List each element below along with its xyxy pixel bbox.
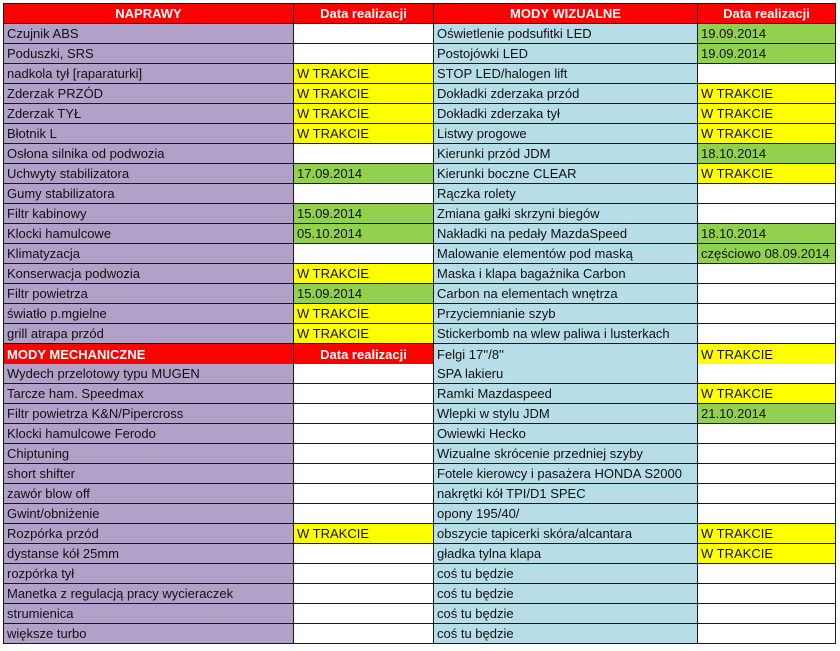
mody-wizualne-date-cell[interactable]: W TRAKCIE bbox=[698, 384, 836, 404]
mody-wizualne-date-cell[interactable]: W TRAKCIE bbox=[698, 164, 836, 184]
mody-wizualne-date-cell[interactable] bbox=[698, 564, 836, 584]
naprawy-item-cell[interactable]: Gumy stabilizatora bbox=[4, 184, 294, 204]
naprawy-date-cell[interactable] bbox=[294, 244, 434, 264]
header-naprawy[interactable]: NAPRAWY bbox=[4, 4, 294, 24]
mody-wizualne-item-cell[interactable]: Listwy progowe bbox=[434, 124, 698, 144]
mody-wizualne-item-cell[interactable]: gładka tylna klapa bbox=[434, 544, 698, 564]
mody-wizualne-item-cell[interactable]: nakrętki kół TPI/D1 SPEC bbox=[434, 484, 698, 504]
mody-wizualne-date-cell[interactable]: częściowo 08.09.2014 bbox=[698, 244, 836, 264]
mody-wizualne-item-cell[interactable]: STOP LED/halogen lift bbox=[434, 64, 698, 84]
mody-wizualne-date-cell[interactable]: W TRAKCIE bbox=[698, 524, 836, 544]
naprawy-item-cell[interactable]: rozpórka tył bbox=[4, 564, 294, 584]
mody-wizualne-item-cell[interactable]: Wizualne skrócenie przedniej szyby bbox=[434, 444, 698, 464]
naprawy-date-cell[interactable] bbox=[294, 384, 434, 404]
naprawy-item-cell[interactable]: Czujnik ABS bbox=[4, 24, 294, 44]
mody-wizualne-item-cell[interactable]: obszycie tapicerki skóra/alcantara bbox=[434, 524, 698, 544]
mody-wizualne-date-cell[interactable]: 19.09.2014 bbox=[698, 44, 836, 64]
naprawy-item-cell[interactable]: short shifter bbox=[4, 464, 294, 484]
naprawy-date-cell[interactable]: W TRAKCIE bbox=[294, 324, 434, 344]
mody-wizualne-date-cell[interactable] bbox=[698, 604, 836, 624]
mody-wizualne-date-cell[interactable] bbox=[698, 424, 836, 444]
naprawy-item-cell[interactable]: Błotnik L bbox=[4, 124, 294, 144]
naprawy-item-cell[interactable]: Poduszki, SRS bbox=[4, 44, 294, 64]
mody-wizualne-item-cell[interactable]: Dokładki zderzaka przód bbox=[434, 84, 698, 104]
mody-wizualne-item-cell[interactable]: Carbon na elementach wnętrza bbox=[434, 284, 698, 304]
header-data-realizacji-2[interactable]: Data realizacji bbox=[698, 4, 836, 24]
mody-wizualne-date-cell[interactable] bbox=[698, 184, 836, 204]
header-mody-mechaniczne[interactable]: MODY MECHANICZNE bbox=[4, 344, 294, 366]
mody-wizualne-date-cell[interactable] bbox=[698, 444, 836, 464]
mody-wizualne-date-cell[interactable] bbox=[698, 584, 836, 604]
naprawy-item-cell[interactable]: Filtr kabinowy bbox=[4, 204, 294, 224]
naprawy-date-cell[interactable] bbox=[294, 404, 434, 424]
naprawy-item-cell[interactable]: Wydech przelotowy typu MUGEN bbox=[4, 364, 294, 384]
mody-wizualne-item-cell[interactable]: Oświetlenie podsufitki LED bbox=[434, 24, 698, 44]
mody-wizualne-date-cell[interactable]: W TRAKCIE bbox=[698, 104, 836, 124]
naprawy-date-cell[interactable]: 05.10.2014 bbox=[294, 224, 434, 244]
naprawy-item-cell[interactable]: Gwint/obniżenie bbox=[4, 504, 294, 524]
mody-wizualne-item-cell[interactable]: Owiewki Hecko bbox=[434, 424, 698, 444]
naprawy-date-cell[interactable]: W TRAKCIE bbox=[294, 264, 434, 284]
mody-wizualne-item-cell[interactable]: Felgi 17''/8'' bbox=[434, 344, 698, 366]
mody-wizualne-item-cell[interactable]: Kierunki przód JDM bbox=[434, 144, 698, 164]
naprawy-date-cell[interactable] bbox=[294, 144, 434, 164]
naprawy-date-cell[interactable] bbox=[294, 184, 434, 204]
mody-wizualne-date-cell[interactable] bbox=[698, 624, 836, 644]
naprawy-date-cell[interactable]: W TRAKCIE bbox=[294, 64, 434, 84]
naprawy-date-cell[interactable]: 15.09.2014 bbox=[294, 284, 434, 304]
mody-wizualne-item-cell[interactable]: Nakładki na pedały MazdaSpeed bbox=[434, 224, 698, 244]
naprawy-date-cell[interactable] bbox=[294, 444, 434, 464]
mody-wizualne-item-cell[interactable]: coś tu będzie bbox=[434, 584, 698, 604]
naprawy-item-cell[interactable]: Klocki hamulcowe Ferodo bbox=[4, 424, 294, 444]
mody-wizualne-item-cell[interactable]: Rączka rolety bbox=[434, 184, 698, 204]
mody-wizualne-date-cell[interactable]: W TRAKCIE bbox=[698, 124, 836, 144]
naprawy-item-cell[interactable]: światło p.mgielne bbox=[4, 304, 294, 324]
naprawy-item-cell[interactable]: Filtr powietrza bbox=[4, 284, 294, 304]
mody-wizualne-date-cell[interactable]: W TRAKCIE bbox=[698, 544, 836, 564]
mody-wizualne-date-cell[interactable]: 19.09.2014 bbox=[698, 24, 836, 44]
mody-wizualne-item-cell[interactable]: Maska i klapa bagażnika Carbon bbox=[434, 264, 698, 284]
naprawy-date-cell[interactable]: W TRAKCIE bbox=[294, 84, 434, 104]
mody-wizualne-item-cell[interactable]: Zmiana gałki skrzyni biegów bbox=[434, 204, 698, 224]
header-mody-wizualne[interactable]: MODY WIZUALNE bbox=[434, 4, 698, 24]
naprawy-item-cell[interactable]: nadkola tył [raparaturki] bbox=[4, 64, 294, 84]
mody-wizualne-item-cell[interactable]: Fotele kierowcy i pasażera HONDA S2000 bbox=[434, 464, 698, 484]
mody-wizualne-item-cell[interactable]: Wlepki w stylu JDM bbox=[434, 404, 698, 424]
mody-wizualne-date-cell[interactable] bbox=[698, 204, 836, 224]
naprawy-date-cell[interactable]: 15.09.2014 bbox=[294, 204, 434, 224]
naprawy-item-cell[interactable]: Tarcze ham. Speedmax bbox=[4, 384, 294, 404]
naprawy-item-cell[interactable]: dystanse kół 25mm bbox=[4, 544, 294, 564]
naprawy-item-cell[interactable]: Filtr powietrza K&N/Pipercross bbox=[4, 404, 294, 424]
mody-wizualne-date-cell[interactable] bbox=[698, 484, 836, 504]
mody-wizualne-date-cell[interactable] bbox=[698, 64, 836, 84]
naprawy-item-cell[interactable]: Konserwacja podwozia bbox=[4, 264, 294, 284]
naprawy-item-cell[interactable]: Chiptuning bbox=[4, 444, 294, 464]
naprawy-date-cell[interactable] bbox=[294, 24, 434, 44]
mody-wizualne-item-cell[interactable]: Postojówki LED bbox=[434, 44, 698, 64]
naprawy-date-cell[interactable] bbox=[294, 584, 434, 604]
naprawy-date-cell[interactable] bbox=[294, 624, 434, 644]
mody-wizualne-item-cell[interactable]: opony 195/40/ bbox=[434, 504, 698, 524]
mody-wizualne-date-cell[interactable] bbox=[698, 284, 836, 304]
header-data-realizacji-1[interactable]: Data realizacji bbox=[294, 4, 434, 24]
mody-wizualne-item-cell[interactable]: coś tu będzie bbox=[434, 624, 698, 644]
spreadsheet-table bbox=[3, 3, 836, 644]
mody-wizualne-item-cell[interactable]: Stickerbomb na wlew paliwa i lusterkach bbox=[434, 324, 698, 344]
mody-wizualne-item-cell[interactable]: Dokładki zderzaka tył bbox=[434, 104, 698, 124]
naprawy-item-cell[interactable]: większe turbo bbox=[4, 624, 294, 644]
naprawy-date-cell[interactable] bbox=[294, 564, 434, 584]
mody-wizualne-item-cell[interactable]: coś tu będzie bbox=[434, 604, 698, 624]
naprawy-item-cell[interactable]: Klocki hamulcowe bbox=[4, 224, 294, 244]
naprawy-date-cell[interactable]: W TRAKCIE bbox=[294, 524, 434, 544]
header-data-realizacji-3[interactable]: Data realizacji bbox=[294, 344, 434, 366]
naprawy-item-cell[interactable]: Manetka z regulacją pracy wycieraczek bbox=[4, 584, 294, 604]
naprawy-item-cell[interactable]: Zderzak PRZÓD bbox=[4, 84, 294, 104]
naprawy-item-cell[interactable]: Osłona silnika od podwozia bbox=[4, 144, 294, 164]
naprawy-date-cell[interactable] bbox=[294, 424, 434, 444]
mody-wizualne-date-cell[interactable] bbox=[698, 364, 836, 384]
naprawy-date-cell[interactable] bbox=[294, 604, 434, 624]
mody-wizualne-date-cell[interactable] bbox=[698, 504, 836, 524]
mody-wizualne-item-cell[interactable]: Przyciemnianie szyb bbox=[434, 304, 698, 324]
naprawy-item-cell[interactable]: grill atrapa przód bbox=[4, 324, 294, 344]
mody-wizualne-date-cell[interactable] bbox=[698, 324, 836, 344]
mody-wizualne-date-cell[interactable]: 18.10.2014 bbox=[698, 224, 836, 244]
naprawy-date-cell[interactable] bbox=[294, 484, 434, 504]
mody-wizualne-date-cell[interactable] bbox=[698, 464, 836, 484]
mody-wizualne-item-cell[interactable]: Malowanie elementów pod maską bbox=[434, 244, 698, 264]
mody-wizualne-item-cell[interactable]: Kierunki boczne CLEAR bbox=[434, 164, 698, 184]
mody-wizualne-date-cell[interactable]: 21.10.2014 bbox=[698, 404, 836, 424]
mody-wizualne-date-cell[interactable] bbox=[698, 264, 836, 284]
naprawy-date-cell[interactable]: 17.09.2014 bbox=[294, 164, 434, 184]
naprawy-item-cell[interactable]: zawór blow off bbox=[4, 484, 294, 504]
naprawy-date-cell[interactable] bbox=[294, 464, 434, 484]
mody-wizualne-date-cell[interactable]: W TRAKCIE bbox=[698, 344, 836, 366]
mody-wizualne-date-cell[interactable]: 18.10.2014 bbox=[698, 144, 836, 164]
naprawy-item-cell[interactable]: Zderzak TYŁ bbox=[4, 104, 294, 124]
naprawy-item-cell[interactable]: Rozpórka przód bbox=[4, 524, 294, 544]
naprawy-date-cell[interactable] bbox=[294, 544, 434, 564]
naprawy-date-cell[interactable]: W TRAKCIE bbox=[294, 104, 434, 124]
mody-wizualne-date-cell[interactable]: W TRAKCIE bbox=[698, 84, 836, 104]
mody-wizualne-item-cell[interactable]: coś tu będzie bbox=[434, 564, 698, 584]
naprawy-item-cell[interactable]: Uchwyty stabilizatora bbox=[4, 164, 294, 184]
mody-wizualne-date-cell[interactable] bbox=[698, 304, 836, 324]
naprawy-date-cell[interactable]: W TRAKCIE bbox=[294, 304, 434, 324]
naprawy-item-cell[interactable]: strumienica bbox=[4, 604, 294, 624]
naprawy-date-cell[interactable] bbox=[294, 364, 434, 384]
mody-wizualne-item-cell[interactable]: Ramki Mazdaspeed bbox=[434, 384, 698, 404]
naprawy-date-cell[interactable] bbox=[294, 504, 434, 524]
naprawy-date-cell[interactable]: W TRAKCIE bbox=[294, 124, 434, 144]
mody-wizualne-item-cell[interactable]: SPA lakieru bbox=[434, 364, 698, 384]
naprawy-date-cell[interactable] bbox=[294, 44, 434, 64]
naprawy-item-cell[interactable]: Klimatyzacja bbox=[4, 244, 294, 264]
